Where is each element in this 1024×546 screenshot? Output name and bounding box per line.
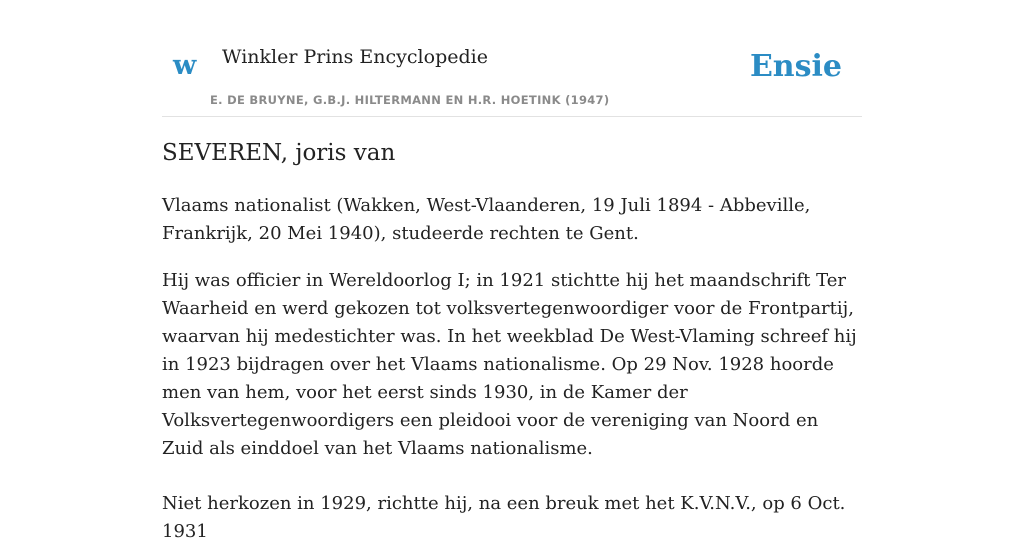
entry-title: SEVEREN, joris van xyxy=(162,140,396,166)
entry-paragraph: Niet herkozen in 1929, richtte hij, na een breuk met het K.V.N.V., op 6 Oct. 1931 xyxy=(162,493,846,542)
publication-title[interactable]: Winkler Prins Encyclopedie xyxy=(222,46,488,68)
entry-paragraph: Hij was officier in Wereldoorlog I; in 1921 stichtte hij het maandschrift Ter Waarheid en werd gekozen tot volksvertegenwoordiger voor de Frontpartij, waarvan hij medestichter was. In het weekblad De West-Vlaming schreef hij in 1923 bijdragen over het Vlaams nationalisme. Op 29 Nov. 1928 hoorde men van hem, voor het eerst sinds 1930, in de Kamer der Volksvertegenwoordigers een pleidooi voor de vereniging van Noord en Zuid als einddoel van het Vlaams nationalisme. xyxy=(162,270,857,459)
page xyxy=(162,0,862,542)
encyclopedia-logo-icon[interactable]: w xyxy=(173,50,197,81)
site-header xyxy=(162,0,862,117)
ensie-brand-logo[interactable]: Ensie xyxy=(749,49,842,84)
entry-paragraph: Vlaams nationalist (Wakken, West-Vlaanderen, 19 Juli 1894 - Abbeville, Frankrijk, 20 Mei 1940), studeerde rechten te Gent. xyxy=(162,195,811,244)
publication-authors: E. DE BRUYNE, G.B.J. HILTERMANN EN H.R. HOETINK (1947) xyxy=(210,93,610,107)
